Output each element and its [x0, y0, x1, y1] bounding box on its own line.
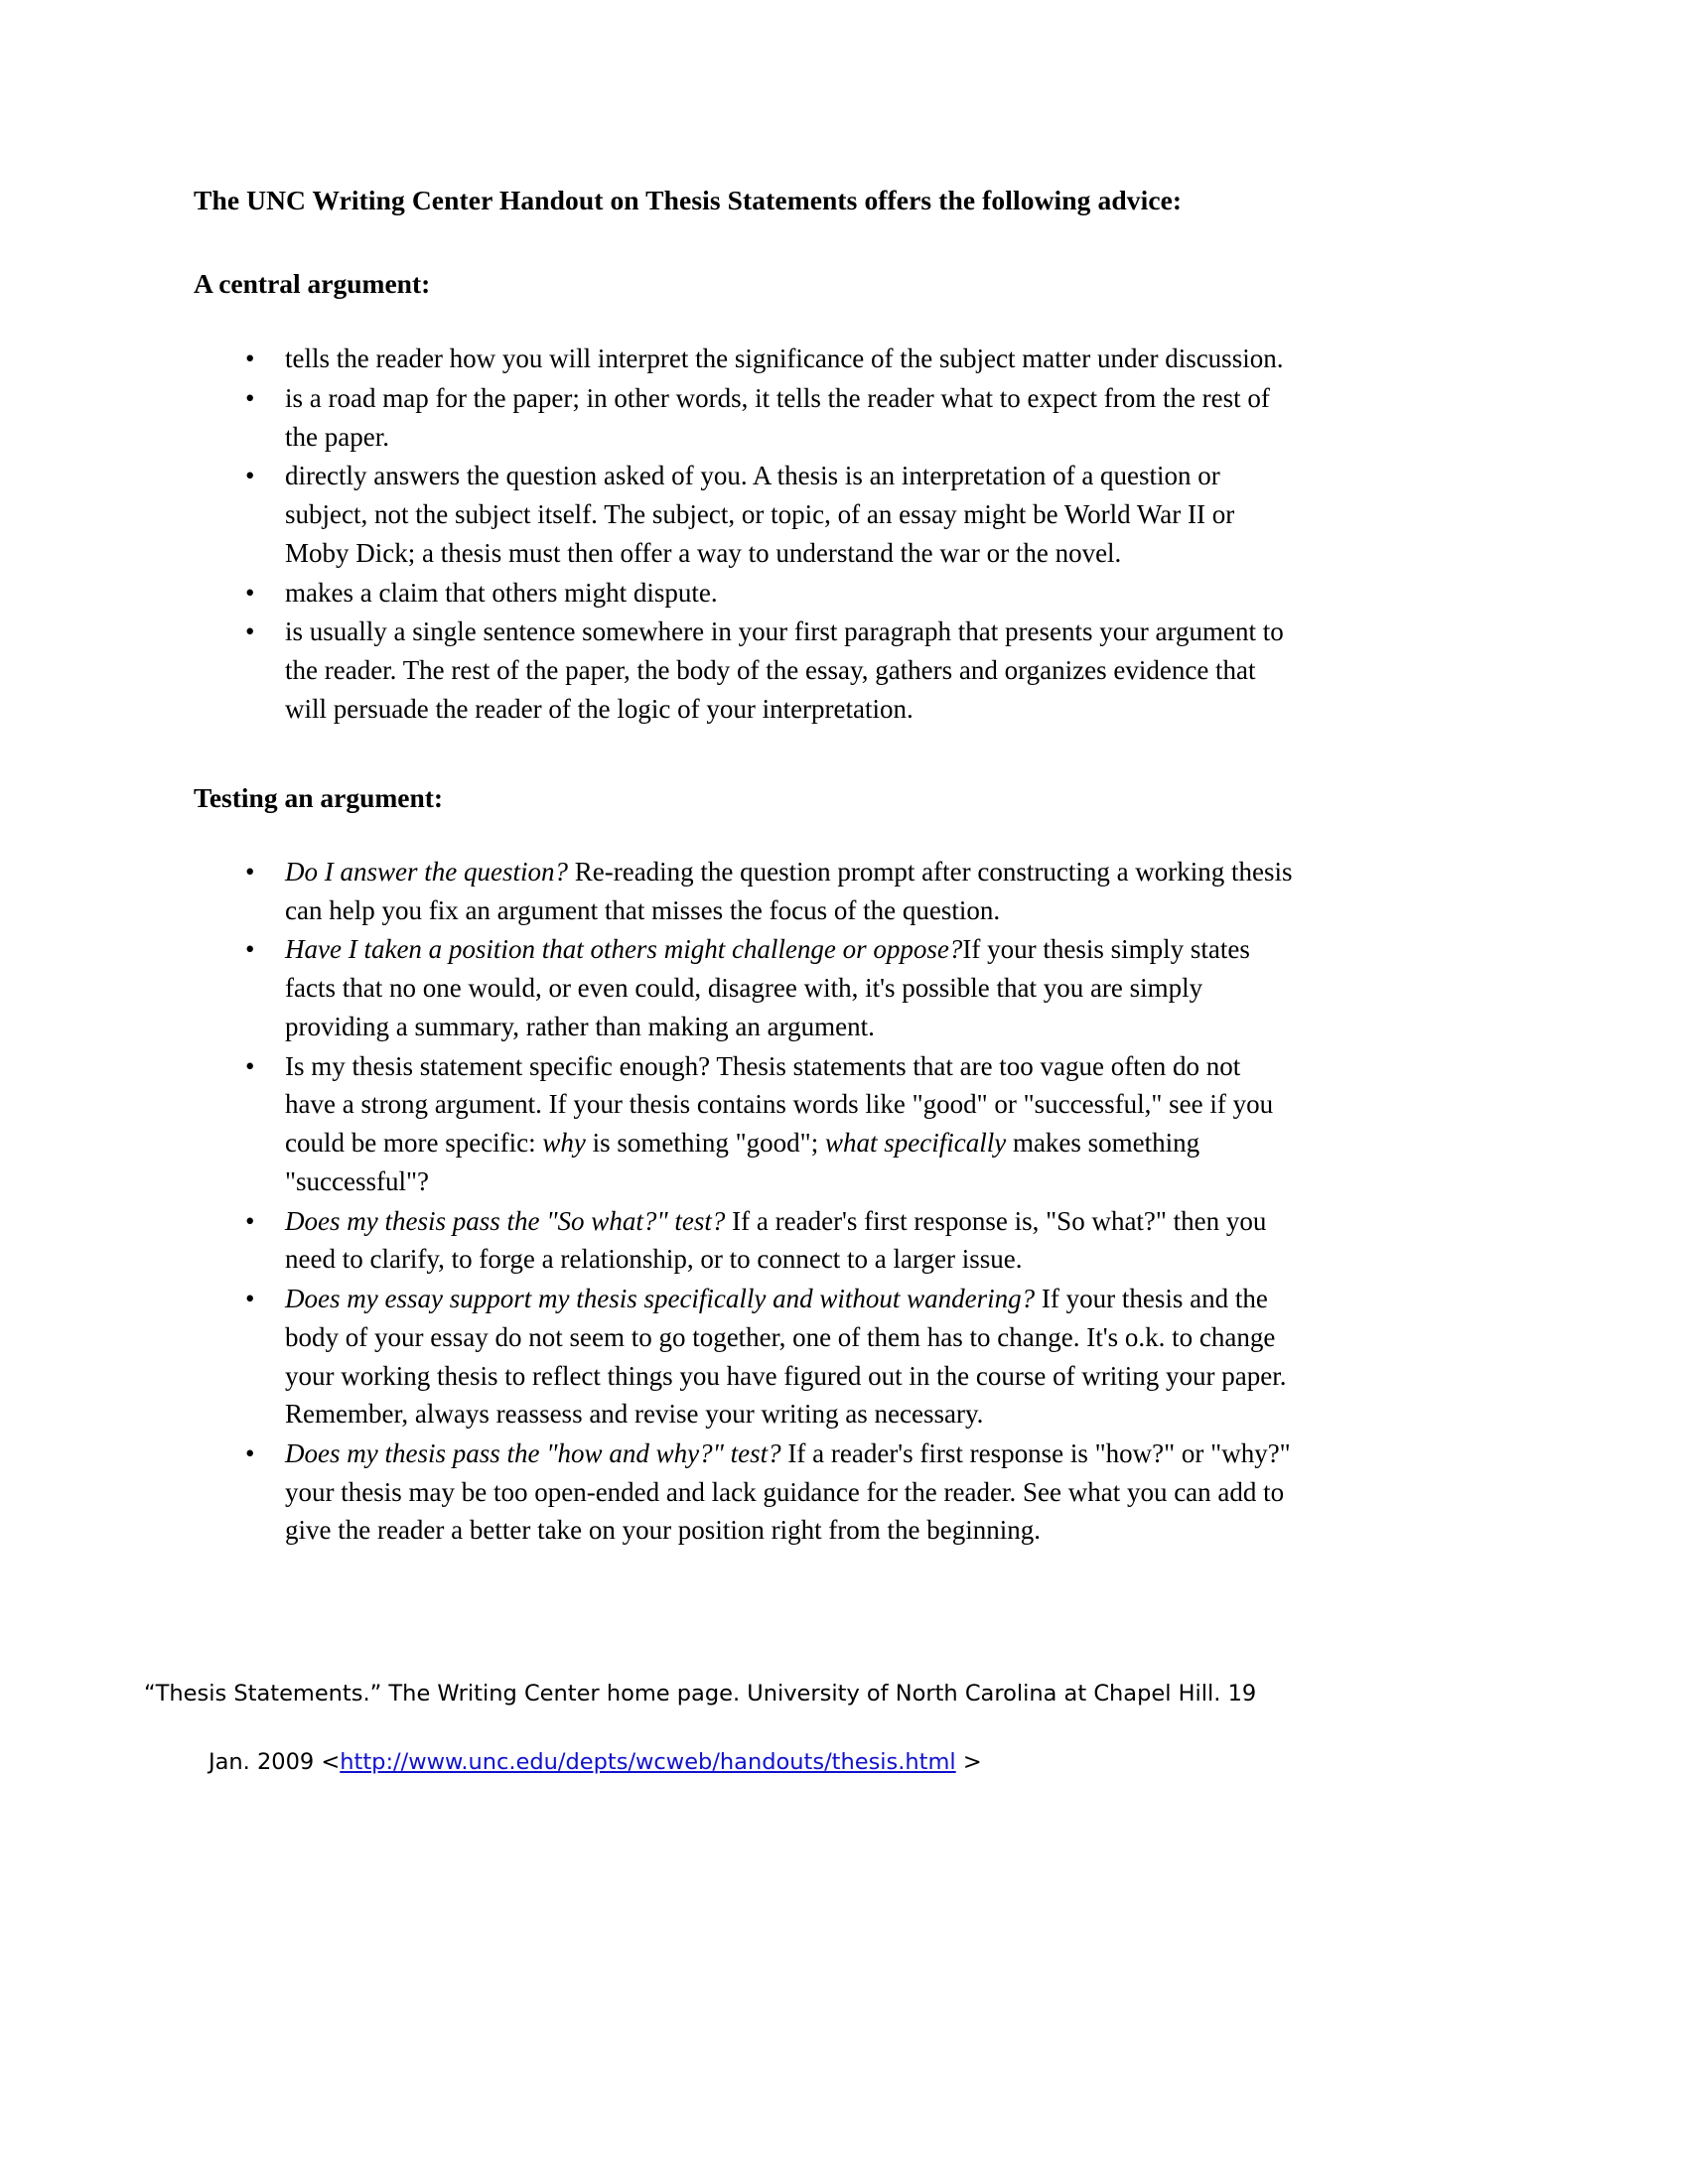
bullet-point-icon: •	[245, 1205, 255, 1236]
list-item-text	[285, 853, 1296, 929]
list-item	[194, 613, 1296, 728]
citation-bracket-close: >	[955, 1749, 982, 1776]
list-item-text	[285, 1280, 1296, 1433]
list-item	[194, 574, 1296, 613]
plain-text: is a road map for the paper; in other words, it tells the reader what to expect from the rest of the paper.	[285, 382, 1270, 452]
list-item	[194, 1434, 1296, 1550]
bullet-point-icon: •	[245, 1050, 255, 1081]
emphasised-text: why	[542, 1128, 586, 1159]
plain-text: Is my thesis statement specific enough? Thesis statements that are too vague often do not have a strong argument. If your thesis contains words like "good" or "successful," see if you could be more specific:	[285, 1050, 1274, 1159]
plain-text: makes something "successful"?	[285, 1128, 1200, 1196]
document-content	[144, 184, 1296, 1780]
plain-text: If your thesis and the body of your essay do not seem to go together, one of them has to change. It's o.k. to change your working thesis to reflect things you have figured out in the course of writing your paper. Remember, always reassess and revise your writing as necessary.	[285, 1284, 1287, 1430]
citation-date-prefix: Jan. 2009 <	[209, 1749, 341, 1776]
bullet-point-icon: •	[245, 461, 255, 491]
list-item	[194, 930, 1296, 1045]
list-item-text	[285, 1047, 1296, 1201]
list-item	[194, 1202, 1296, 1279]
plain-text: is usually a single sentence somewhere in your first paragraph that presents your argument to the reader. The rest of the paper, the body of the essay, gathers and organizes evidence that will persuade the reader of the logic of your interpretation.	[285, 616, 1284, 724]
bullet-point-icon: •	[245, 577, 255, 608]
citation-block	[144, 1677, 1296, 1780]
emphasised-text: Have I taken a position that others might challenge or oppose?	[285, 934, 963, 965]
list-item-text	[285, 1434, 1296, 1550]
list-item-text	[285, 379, 1296, 456]
emphasised-text: Do I answer the question?	[285, 856, 568, 887]
emphasised-text: what specifically	[824, 1128, 1007, 1159]
bullet-point-icon: •	[245, 382, 255, 413]
emphasised-text: Does my essay support my thesis specifically and without wandering?	[285, 1284, 1036, 1314]
plain-text: If a reader's first response is, "So what?" then you need to clarify, to forge a relationship, or to connect to a larger issue.	[285, 1205, 1267, 1275]
plain-text: Re-reading the question prompt after constructing a working thesis can help you fix an argument that misses the focus of the question.	[285, 856, 1293, 925]
list-item	[194, 340, 1296, 378]
citation-line-second	[209, 1745, 1296, 1780]
bullet-point-icon: •	[245, 1438, 255, 1468]
bullet-point-icon: •	[245, 856, 255, 887]
citation-line-first: “Thesis Statements.” The Writing Center home page. University of North Carolina at Chapel Hill. 19	[144, 1681, 1257, 1707]
plain-text: If your thesis simply states facts that no one would, or even could, disagree with, it's possible that you are simply providing a summary, rather than making an argument.	[285, 934, 1250, 1041]
list-item-text	[285, 613, 1296, 728]
section-heading-central-argument: A central argument:	[194, 267, 431, 299]
list-item-text	[285, 1202, 1296, 1279]
list-item	[194, 853, 1296, 929]
plain-text: directly answers the question asked of you. A thesis is an interpretation of a question or subject, not the subject itself. The subject, or topic, of an essay might be World War II or Moby Dick; a thesis must then offer a way to understand the war or the novel.	[285, 461, 1235, 568]
bullet-point-icon: •	[245, 1284, 255, 1314]
list-item	[194, 1047, 1296, 1201]
plain-text: If a reader's first response is "how?" or "why?" your thesis may be too open-ended and lack guidance for the reader. See what you can add to give the reader a better take on your position right from the beginning.	[285, 1438, 1291, 1546]
list-item	[194, 1280, 1296, 1433]
emphasised-text: Does my thesis pass the "So what?" test?	[285, 1205, 726, 1236]
bullet-point-icon: •	[245, 343, 255, 374]
plain-text: makes a claim that others might dispute.	[285, 577, 718, 608]
source-url-link[interactable]: http://www.unc.edu/depts/wcweb/handouts/thesis.html	[340, 1749, 956, 1776]
page-title: The UNC Writing Center Handout on Thesis Statements offers the following advice:	[194, 185, 1183, 215]
list-item-text	[285, 340, 1296, 378]
testing-argument-bullet-list	[194, 853, 1296, 1550]
section-heading-testing-an-argument: Testing an argument:	[194, 782, 444, 814]
emphasised-text: Does my thesis pass the "how and why?" test?	[285, 1438, 781, 1468]
plain-text: is something "good";	[585, 1128, 825, 1159]
list-item-text	[285, 930, 1296, 1045]
list-item	[194, 379, 1296, 456]
central-argument-bullet-list	[194, 340, 1296, 728]
list-item-text	[285, 457, 1296, 572]
list-item	[194, 457, 1296, 572]
bullet-point-icon: •	[245, 616, 255, 647]
plain-text: tells the reader how you will interpret the significance of the subject matter under discussion.	[285, 343, 1284, 374]
list-item-text	[285, 574, 1296, 613]
bullet-point-icon: •	[245, 934, 255, 965]
